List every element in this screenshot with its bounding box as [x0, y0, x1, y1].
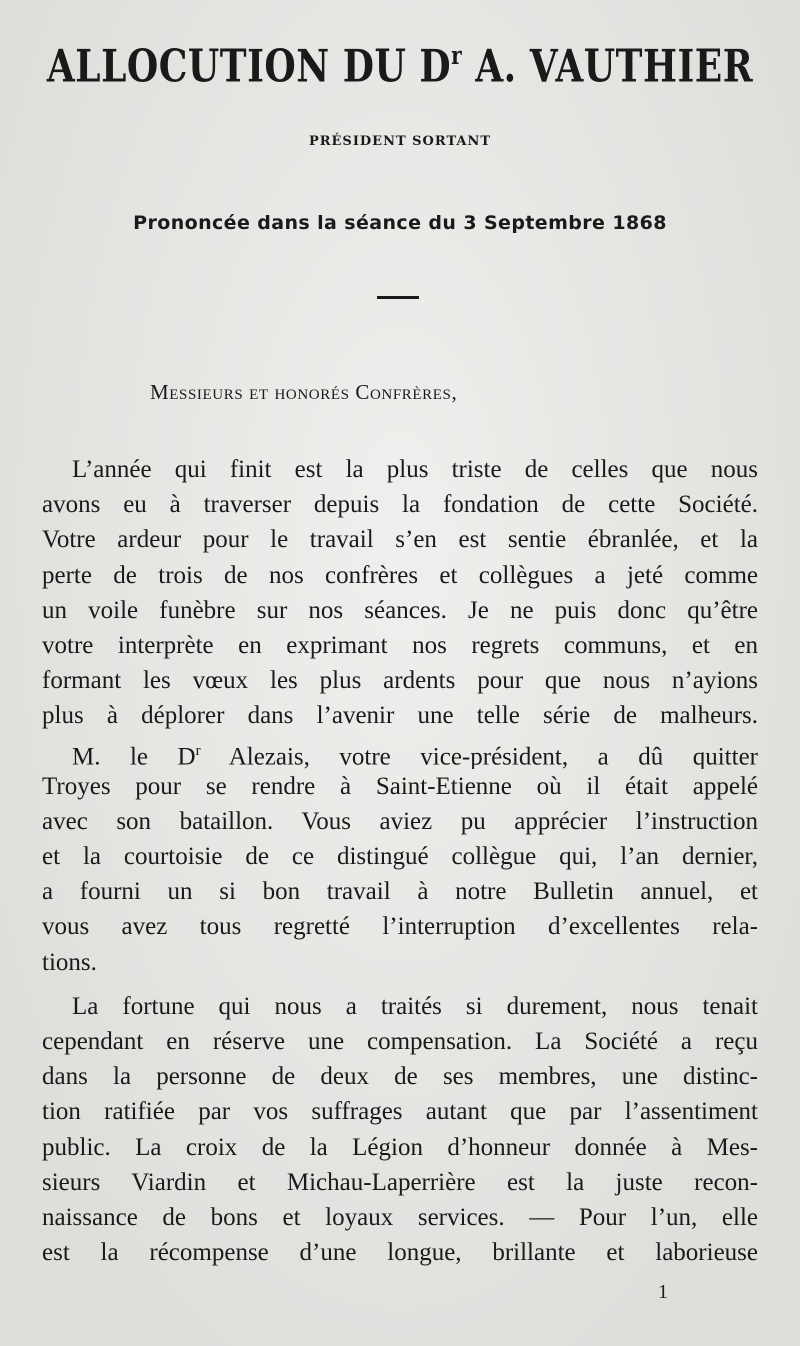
text-line: Troyes pour se rendre à Saint-Etienne où il était appelé	[42, 772, 758, 800]
text-line: formant les vœux les plus ardents pour que nous n’ayions	[42, 667, 758, 695]
date-line: Prononcée dans la séance du 3 Septembre 1868	[133, 212, 667, 234]
text-line: vous avez tous regretté l’interruption d’excellentes rela-	[42, 913, 758, 941]
text-line: et la courtoisie de ce distingué collègue qui, l’an dernier,	[42, 843, 758, 871]
title-text-pre: ALLOCUTION DU D	[46, 40, 452, 93]
text-line: cependant en réserve une compensation. La Société a reçu	[42, 1028, 758, 1055]
text-line: plus à déplorer dans l’avenir une telle série de malheurs.	[42, 702, 758, 730]
text-superscript: r	[195, 742, 201, 759]
salutation: Messieurs et honorés Confrères,	[150, 380, 458, 404]
separator-rule	[377, 296, 419, 299]
text-line	[42, 734, 758, 769]
title-text-post: A. VAUTHIER	[462, 40, 754, 93]
text-line: dans la personne de deux de ses membres, une distinc-	[42, 1063, 758, 1091]
title-superscript: r	[451, 40, 463, 70]
text-line: perte de trois de nos confrères et collègues a jeté comme	[42, 561, 758, 589]
body-text	[42, 452, 758, 1270]
text-line: avec son bataillon. Vous aviez pu apprécier l’instruction	[42, 807, 758, 835]
page-title	[0, 40, 800, 93]
text-line: un voile funèbre sur nos séances. Je ne puis donc qu’être	[42, 596, 758, 624]
text-line: public. La croix de la Légion d’honneur donnée à Mes-	[42, 1133, 758, 1161]
text-fragment: Alezais, votre vice-président, a dû quitter	[200, 742, 758, 769]
text-line: tion ratifiée par vos suffrages autant que par l’assentiment	[42, 1098, 758, 1126]
text-line: naissance de bons et loyaux services. — Pour l’un, elle	[42, 1203, 758, 1231]
text-line: a fourni un si bon travail à notre Bulletin annuel, et	[42, 878, 758, 906]
text-line: La fortune qui nous a traités si durement, nous tenait	[72, 992, 758, 1020]
text-line: est la récompense d’une longue, brillante et laborieuse	[42, 1239, 758, 1267]
text-line: avons eu à traverser depuis la fondation de cette Société.	[42, 491, 758, 519]
text-fragment: M. le D	[72, 742, 196, 769]
text-line: Votre ardeur pour le travail s’en est sentie ébranlée, et la	[42, 526, 758, 554]
text-line: tions.	[42, 948, 97, 976]
text-line: L’année qui finit est la plus triste de celles que nous	[72, 456, 758, 483]
page-number: 1	[658, 1281, 668, 1303]
subtitle: PRÉSIDENT SORTANT	[308, 134, 492, 149]
text-line: sieurs Viardin et Michau-Laperrière est la juste recon-	[42, 1168, 758, 1196]
paragraph-gap	[42, 980, 758, 989]
text-line: votre interprète en exprimant nos regrets communs, et en	[42, 631, 758, 659]
